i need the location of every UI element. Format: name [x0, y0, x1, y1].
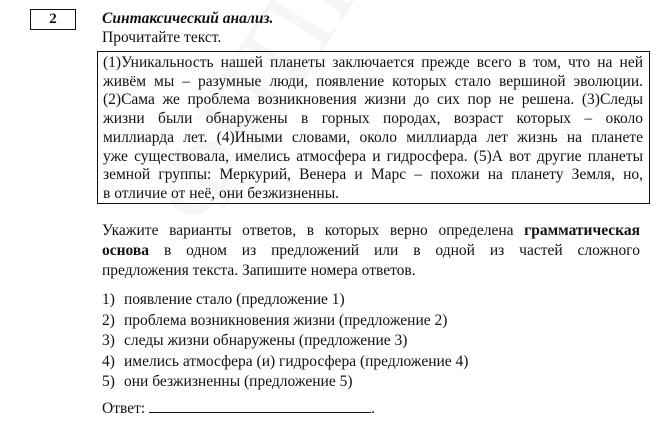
option-text: имелись атмосфера (и) гидросфера (предложение 4) — [124, 352, 469, 370]
answer-option — [102, 372, 468, 393]
answer-blank-line[interactable] — [149, 398, 371, 413]
answer-label: Ответ: — [102, 400, 146, 417]
text-line: (1)Уникальность нашей планеты заключается прежде всего в том, что на ней — [103, 54, 643, 71]
text-line: живём мы – разумные люди, появление которых стало вершиной эволюции. — [103, 72, 643, 90]
question-bold-term: грамматическая — [524, 222, 640, 239]
option-text: следы жизни обнаружены (предложение 3) — [124, 332, 408, 350]
reading-text-box — [97, 51, 650, 204]
answer-options-list — [102, 290, 468, 393]
question-line — [102, 221, 640, 241]
text-line: (2)Сама же проблема возникновения жизни до сих пор не решена. (3)Следы — [103, 91, 643, 109]
question-line: предложения текста. Запишите номера ответов. — [102, 262, 416, 279]
answer-end: . — [371, 400, 376, 417]
answer-option — [102, 352, 468, 373]
task-instruction: Прочитайте текст. — [102, 29, 222, 46]
option-number: 5) — [102, 373, 115, 391]
question-part: в одном из предложений или в одной из частей сложного — [163, 242, 641, 259]
answer-option — [102, 290, 468, 311]
option-number: 4) — [102, 352, 115, 370]
text-line: жизни были обнаружены в горных породах, возраст которых – около — [103, 110, 643, 128]
text-line: в отличие от неё, они безжизненны. — [103, 184, 339, 202]
question-part: Укажите варианты ответов, в которых верно определена — [102, 222, 514, 239]
task-title: Синтаксический анализ. — [102, 10, 274, 27]
text-line: миллиарда лет. (4)Иными словами, около миллиарда лет жизнь на планете — [103, 128, 643, 146]
option-number: 1) — [102, 291, 115, 308]
option-text: они безжизненны (предложение 5) — [124, 373, 353, 391]
question-bold-term: основа — [102, 242, 150, 259]
question-line — [102, 241, 640, 261]
option-number: 3) — [102, 332, 115, 350]
answer-row — [102, 398, 375, 419]
option-text: появление стало (предложение 1) — [124, 291, 345, 308]
option-text: проблема возникновения жизни (предложение 2) — [124, 311, 448, 329]
text-line: земной группы: Меркурий, Венера и Марс – похожи на планету Земля, но, — [103, 166, 643, 184]
option-number: 2) — [102, 311, 115, 329]
text-line: уже существовала, имелись атмосфера и гидросфера. (5)А вот другие планеты — [103, 147, 643, 165]
answer-option — [102, 331, 468, 352]
task-number-box: 2 — [30, 9, 76, 30]
answer-option — [102, 311, 468, 332]
question-text — [102, 221, 640, 281]
